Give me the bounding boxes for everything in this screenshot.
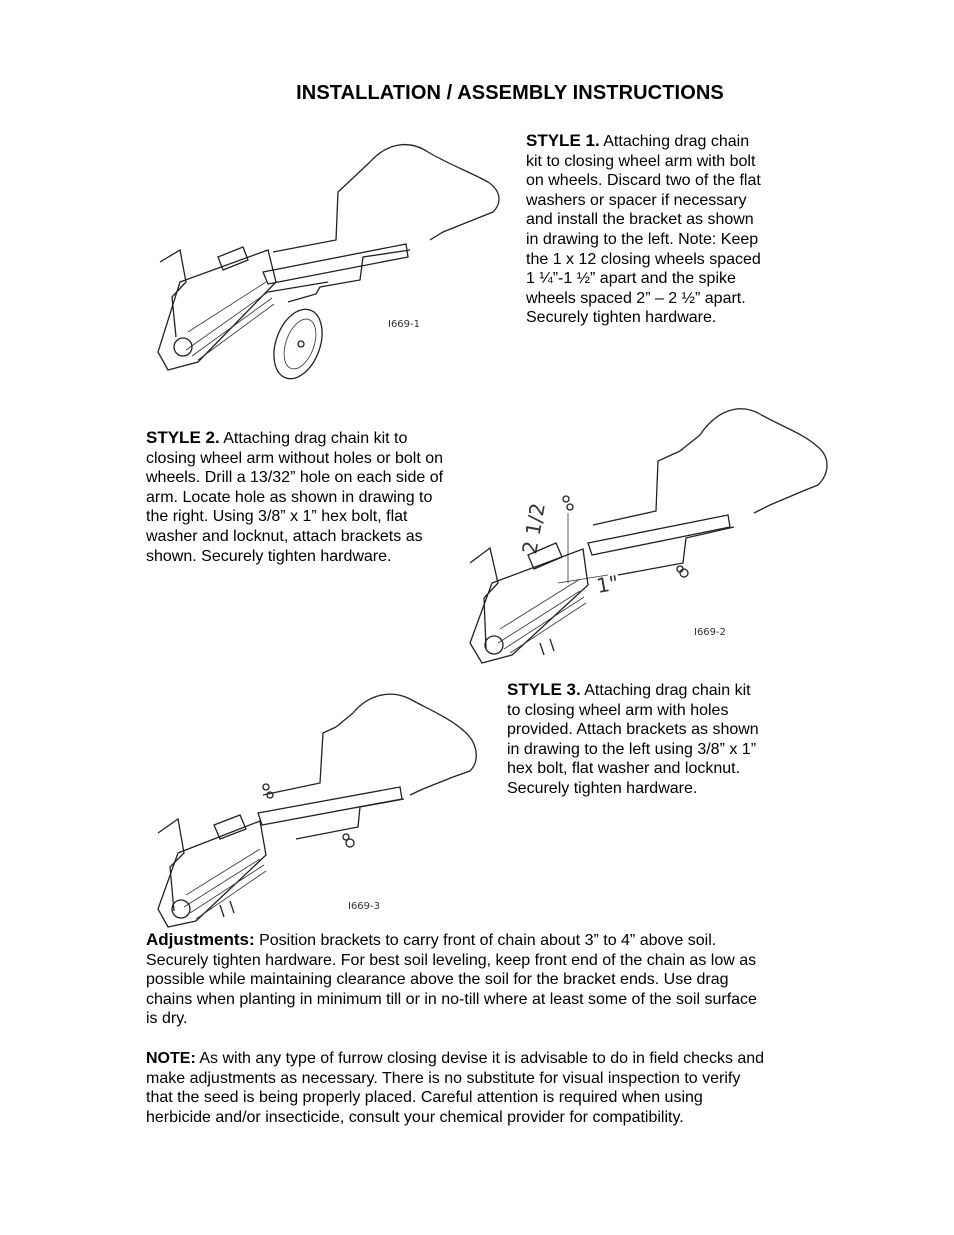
adjustments-paragraph: [146, 930, 771, 1029]
bracket-illustration: [563, 451, 803, 577]
note-paragraph: [146, 1049, 771, 1127]
style2-heading: STYLE 2.: [146, 428, 220, 447]
style1-paragraph: [526, 131, 766, 328]
figure-style3-drawing: [148, 683, 493, 928]
chain-illustration: [336, 694, 476, 777]
style2-paragraph: [146, 428, 446, 566]
note-text: As with any type of furrow closing devise it is advisable to do in field checks and make adjustments as necessary. There is no substitute for visual inspection to verify that the seed is being properly placed. Careful attention is required when using herbicide and/or insecticide, consult your chemical provider for compatibility.: [146, 1050, 765, 1126]
closing-arm-illustration: [158, 815, 266, 927]
closing-arm-illustration: [470, 543, 588, 663]
style2-text: Attaching drag chain kit to closing wheel arm without holes or bolt on wheels. Drill a 13/32” hole on each side of arm. Locate hole as shown in drawing to the right. Using 3/8” x 1” hex bolt, flat washer and locknut, attach brackets as shown. Securely tighten hardware.: [146, 430, 444, 565]
figure-style2-drawing: [458, 393, 838, 668]
closing-arm-illustration: [158, 247, 276, 370]
figure1-label: I669-1: [388, 319, 421, 330]
figure-style1-drawing: [148, 132, 508, 382]
bracket-illustration: [258, 727, 453, 847]
dimension-markers: [517, 501, 620, 598]
style1-heading: STYLE 1.: [526, 131, 600, 150]
chain-illustration: [680, 409, 827, 491]
adjustments-heading: Adjustments:: [146, 930, 255, 949]
chain-illustration: [353, 145, 499, 218]
note-heading: NOTE:: [146, 1050, 196, 1067]
dimension-1-inch: 1": [594, 570, 621, 598]
closing-wheel-illustration: [265, 303, 331, 386]
adjustments-text: Position brackets to carry front of chain about 3” to 4” above soil. Securely tighten hardware. For best soil leveling, keep front end of the chain as low as possible while maintaining clearance above the soil for the bracket ends. Use drag chains when planting in minimum till or in no-till where at least some of the soil surface is dry.: [146, 932, 757, 1028]
page-title: INSTALLATION / ASSEMBLY INSTRUCTIONS: [296, 82, 724, 104]
dimension-2-1-2: 2 1/2: [517, 501, 550, 556]
bracket-illustration: [263, 178, 478, 302]
style3-heading: STYLE 3.: [507, 680, 581, 699]
style3-paragraph: [507, 680, 762, 799]
style1-text: Attaching drag chain kit to closing wheel arm with bolt on wheels. Discard two of the flat washers or spacer if necessary and install the bracket as shown in drawing to the left. Note: Keep the 1 x 12 closing wheels spaced 1 ¼”-1 ½” apart and the spike wheels spaced 2” – 2 ½” apart. Securely tighten hardware.: [526, 133, 761, 327]
figure2-label: I669-2: [694, 627, 727, 638]
figure3-label: I669-3: [348, 901, 381, 912]
style3-text: Attaching drag chain kit to closing wheel arm with holes provided. Attach brackets as shown in drawing to the left using 3/8” x 1” hex bolt, flat washer and locknut. Securely tighten hardware.: [507, 682, 759, 797]
